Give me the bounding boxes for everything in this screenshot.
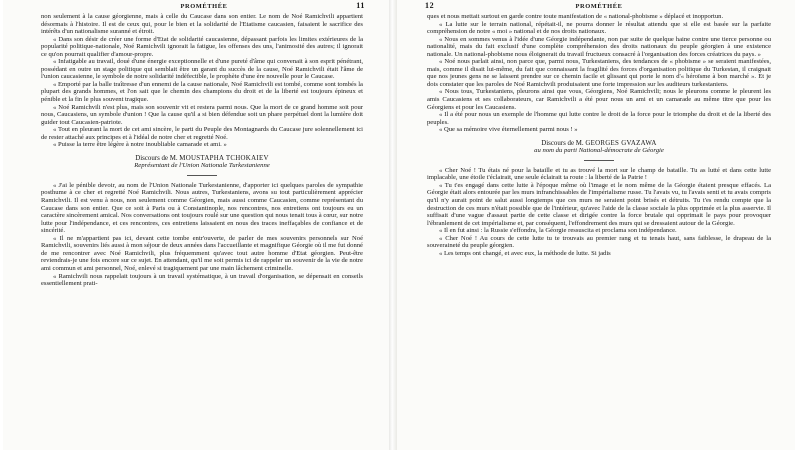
paragraph: « La lutte sur le terrain national, répétait-il, ne pourra donner le résultat attendu que si elle est basée sur la parfaite compréhension de notre « moi » national et de nos droits nationaux.	[427, 20, 771, 36]
paragraph: « Il ne m'appartient pas ici, devant cette tombe entr'ouverte, de parler de mes souvenirs personnels sur Noé Ramichvili, souvenirs liés aussi à mon séjour de deux années dans l'accueillante et magnifique Géorgie où il me fut donné de me rencontrer avec Noé Ramichvili, plus fréquemment qu'avec tout autre homme d'Etat géorgien. Peut-être reviendrais-je une fois encore sur ce sujet. En attendant, qu'il me soit permis ici de rappeler un souvenir de la vie de notre ami commun et ami personnel, Noé, enlevé si tragiquement par une main lâchement criminelle.	[41, 234, 363, 272]
paragraph: « Noé Ramichvili n'est plus, mais son souvenir vit et restera parmi nous. Que la mort de ce grand homme soit pour nous, Caucasiens, un symbole d'union ! Que la cause qu'il a si bien défendue soit un phare perpétuel dont la lumière doit guider tout Caucasien-patriote.	[41, 103, 363, 126]
speech-heading	[427, 140, 771, 148]
paragraph: « Tout en pleurant la mort de cet ami sincère, le parti du Peuple des Montagnards du Caucase jure solennellement ici de rester attaché aux principes et à l'idéal de notre cher et regretté Noé.	[41, 126, 363, 141]
paragraph: « Que sa mémoire vive éternellement parmi nous ! »	[439, 126, 578, 134]
paragraph: « Nous en sommes venus à l'idée d'une Géorgie indépendante, non par suite de quelque haine contre une tierce personne ou nationalité, mais du fait exclusif d'une complète compréhension des droits nationaux du peuple géorgien à une existence nationale. Un national-phobisme nous éloignerait du travail fructueux consacré à l'organisation des forces créatrices du pays. »	[427, 35, 771, 58]
paragraph: « Ramichvili nous rappelait toujours à un travail systématique, à un travail d'organisation, se dépensait en conseils essentiellement prati-	[41, 272, 363, 288]
speech-heading-prefix: Discours de M.	[135, 154, 178, 162]
speech-heading-prefix: Discours de M.	[541, 139, 584, 147]
paragraph: non seulement à la cause géorgienne, mais à celle du Caucase dans son entier. Le nom de Noé Ramichvili appartient désormais à l'histoire. Il est de ceux qui, pour le bien et la solidarité de l'Etatisme caucasien, faisaient le sacrifice des intérêts d'un nationalisme suranné et étroit.	[41, 13, 363, 36]
book-gutter	[389, 0, 397, 450]
body-text	[3, 13, 389, 288]
speaker-affiliation: au nom du parti National-démocrate de Géorgie	[534, 147, 664, 155]
left-page	[3, 0, 389, 450]
section-rule	[584, 160, 614, 161]
paragraph: « Noé nous parlait ainsi, non parce que, parmi nous, Turkestaniens, des tendances de « phobisme » se seraient manifestées, mais, comme il disait lui-même, du fait que connaissant la fragilité des forces d'organisation politique du Turkestan, il craignait que nos jeunes gens ne se laissent prendre sur ce chemin facile et glissant qui porte le nom d'« héroïsme à bon marché ». Et je dois constater que les paroles de Noé Ramichvili produisaient une forte impression sur les auditeurs turkestaniens.	[427, 58, 771, 88]
paragraph: « Nous tous, Turkestaniens, pleurons ainsi que vous, Géorgiens, Noé Ramichvili; nous le pleurons comme le pleurent les amis Caucasiens et ses collaborateurs, car Ramichvili a été pour nous un ami et un camarade au même titre que pour les Géorgiens et pour les Caucasiens.	[427, 88, 771, 111]
page-number: 11	[356, 1, 365, 10]
speaker-name: GEORGES GVAZAWA	[585, 139, 657, 147]
paragraph: « Emporté par la balle traîtresse d'un ennemi de la cause nationale, Noé Ramichvili est tombé, comme sont tombés la plupart des grands hommes, et l'on sait que le chemin des champions du droit et de la liberté est toujours épineux et pénible et la fin le plus souvent tragique.	[41, 80, 363, 104]
speaker-affiliation: Représentant de l'Union Nationale Turkestanienne	[134, 162, 270, 170]
running-header	[43, 0, 365, 13]
speaker-name: MOUSTAPHA TCHOKAIEV	[179, 154, 269, 162]
paragraph: « J'ai le pénible devoir, au nom de l'Union Nationale Turkestanienne, d'apporter ici quelques paroles de sympathie posthume à ce cher et regretté Noé Ramichvili. Nous autres, Turkestaniens, avons su tout particulièrement apprécier Ramichvili. Il est venu à nous, non seulement comme Géorgien, mais aussi comme Caucasien, comme représentant du Caucase dans son entier. Que ce soit à Paris ou à Constantinople, nos rencontres, nos entretiens ont toujours eu un caractère sincèrement amical. Nos conversations ont toujours roulé sur une question qui nous tenait tous à cœur, sur notre lutte pour l'indépendance, et ces rencontres, ces entretiens laissaient en nous des traces ineffaçables de confiance et de sincérité.	[41, 181, 363, 235]
journal-title: PROMÉTHÉE	[180, 3, 228, 10]
speech-heading	[41, 155, 363, 163]
running-header	[425, 0, 773, 13]
paragraph: « Cher Noé ! Tu étais né pour la bataille et tu as trouvé la mort sur le champ de bataille. Tu as lutté et dans cette lutte implacable, une étoile t'éclairait, une seule éclairait ta route : la liberté de la Patrie !	[427, 166, 771, 182]
paragraph: « Il en fut ainsi : la Russie s'effondra, la Géorgie ressuscita et proclama son indépendance.	[439, 227, 677, 235]
page-number: 12	[425, 1, 435, 10]
paragraph: « Infatigable au travail, doué d'une énergie exceptionnelle et d'une pureté d'âme qui convenait à son esprit pénétrant, possédant en outre un stage politique qui semblait être un garant du succès de la cause, Noé Ramichvili était l'âme de l'union caucasienne, le symbole de notre solidarité indéfectible, le prophète d'une ère nouvelle pour le Caucase.	[41, 58, 363, 81]
paragraph: « Puisse la terre être légère à notre inoubliable camarade et ami. »	[53, 141, 227, 149]
paragraph: « Il a été pour nous un exemple de l'homme qui lutte contre le droit de la force pour le triomphe du droit et de la liberté des peuples.	[427, 111, 771, 126]
paragraph: « Cher Noé ! Au cours de cette lutte tu te trouvais au premier rang et tu tenais haut, sans faiblesse, le drapeau de la souveraineté du peuple géorgien.	[427, 234, 771, 250]
body-text	[397, 13, 795, 257]
paragraph: « Dans son désir de créer une forme d'Etat de solidarité caucasienne, dépassant parfois les limites extérieures de la popularité politique-nationale, Noé Ramichvili ignorait la fatigue, les offenses des uns, l'animosité des autres; il ignorait ce qu'on pourrait qualifier d'amour-propre.	[41, 35, 363, 58]
journal-title: PROMÉTHÉE	[575, 3, 623, 10]
section-rule	[187, 175, 217, 176]
right-page	[397, 0, 795, 450]
paragraph: « Tu t'es engagé dans cette lutte à l'époque même où l'image et le nom même de la Géorgie étaient presque effacés. La Géorgie était alors entourée par les murs infranchissables de l'impérialisme russe. Tu l'avais vu, tu l'avais senti et tu avais compris qu'il n'y aurait point de salut aussi longtemps que ces murs ne seraient point brisés et détruits. Tu t'es rendu compte que la destruction de ces murs n'était possible que de l'intérieur, qu'avec l'aide de la classe sociale la plus opprimée et la plus asservie. Il suffisait d'une vague d'assaut partie de cette classe et dirigée contre la force brutale qui opprimait le pays pour provoquer l'ébranlement de cet impérialisme et, par conséquent, l'effondrement des murs qui se dressaient autour de la Géorgie.	[427, 181, 771, 227]
paragraph: « Les temps ont changé, et avec eux, la méthode de lutte. Si jadis	[439, 249, 611, 257]
paragraph: ques et nous mettait surtout en garde contre toute manifestation de « national-phobisme » déplacé et inopportun.	[427, 13, 724, 20]
